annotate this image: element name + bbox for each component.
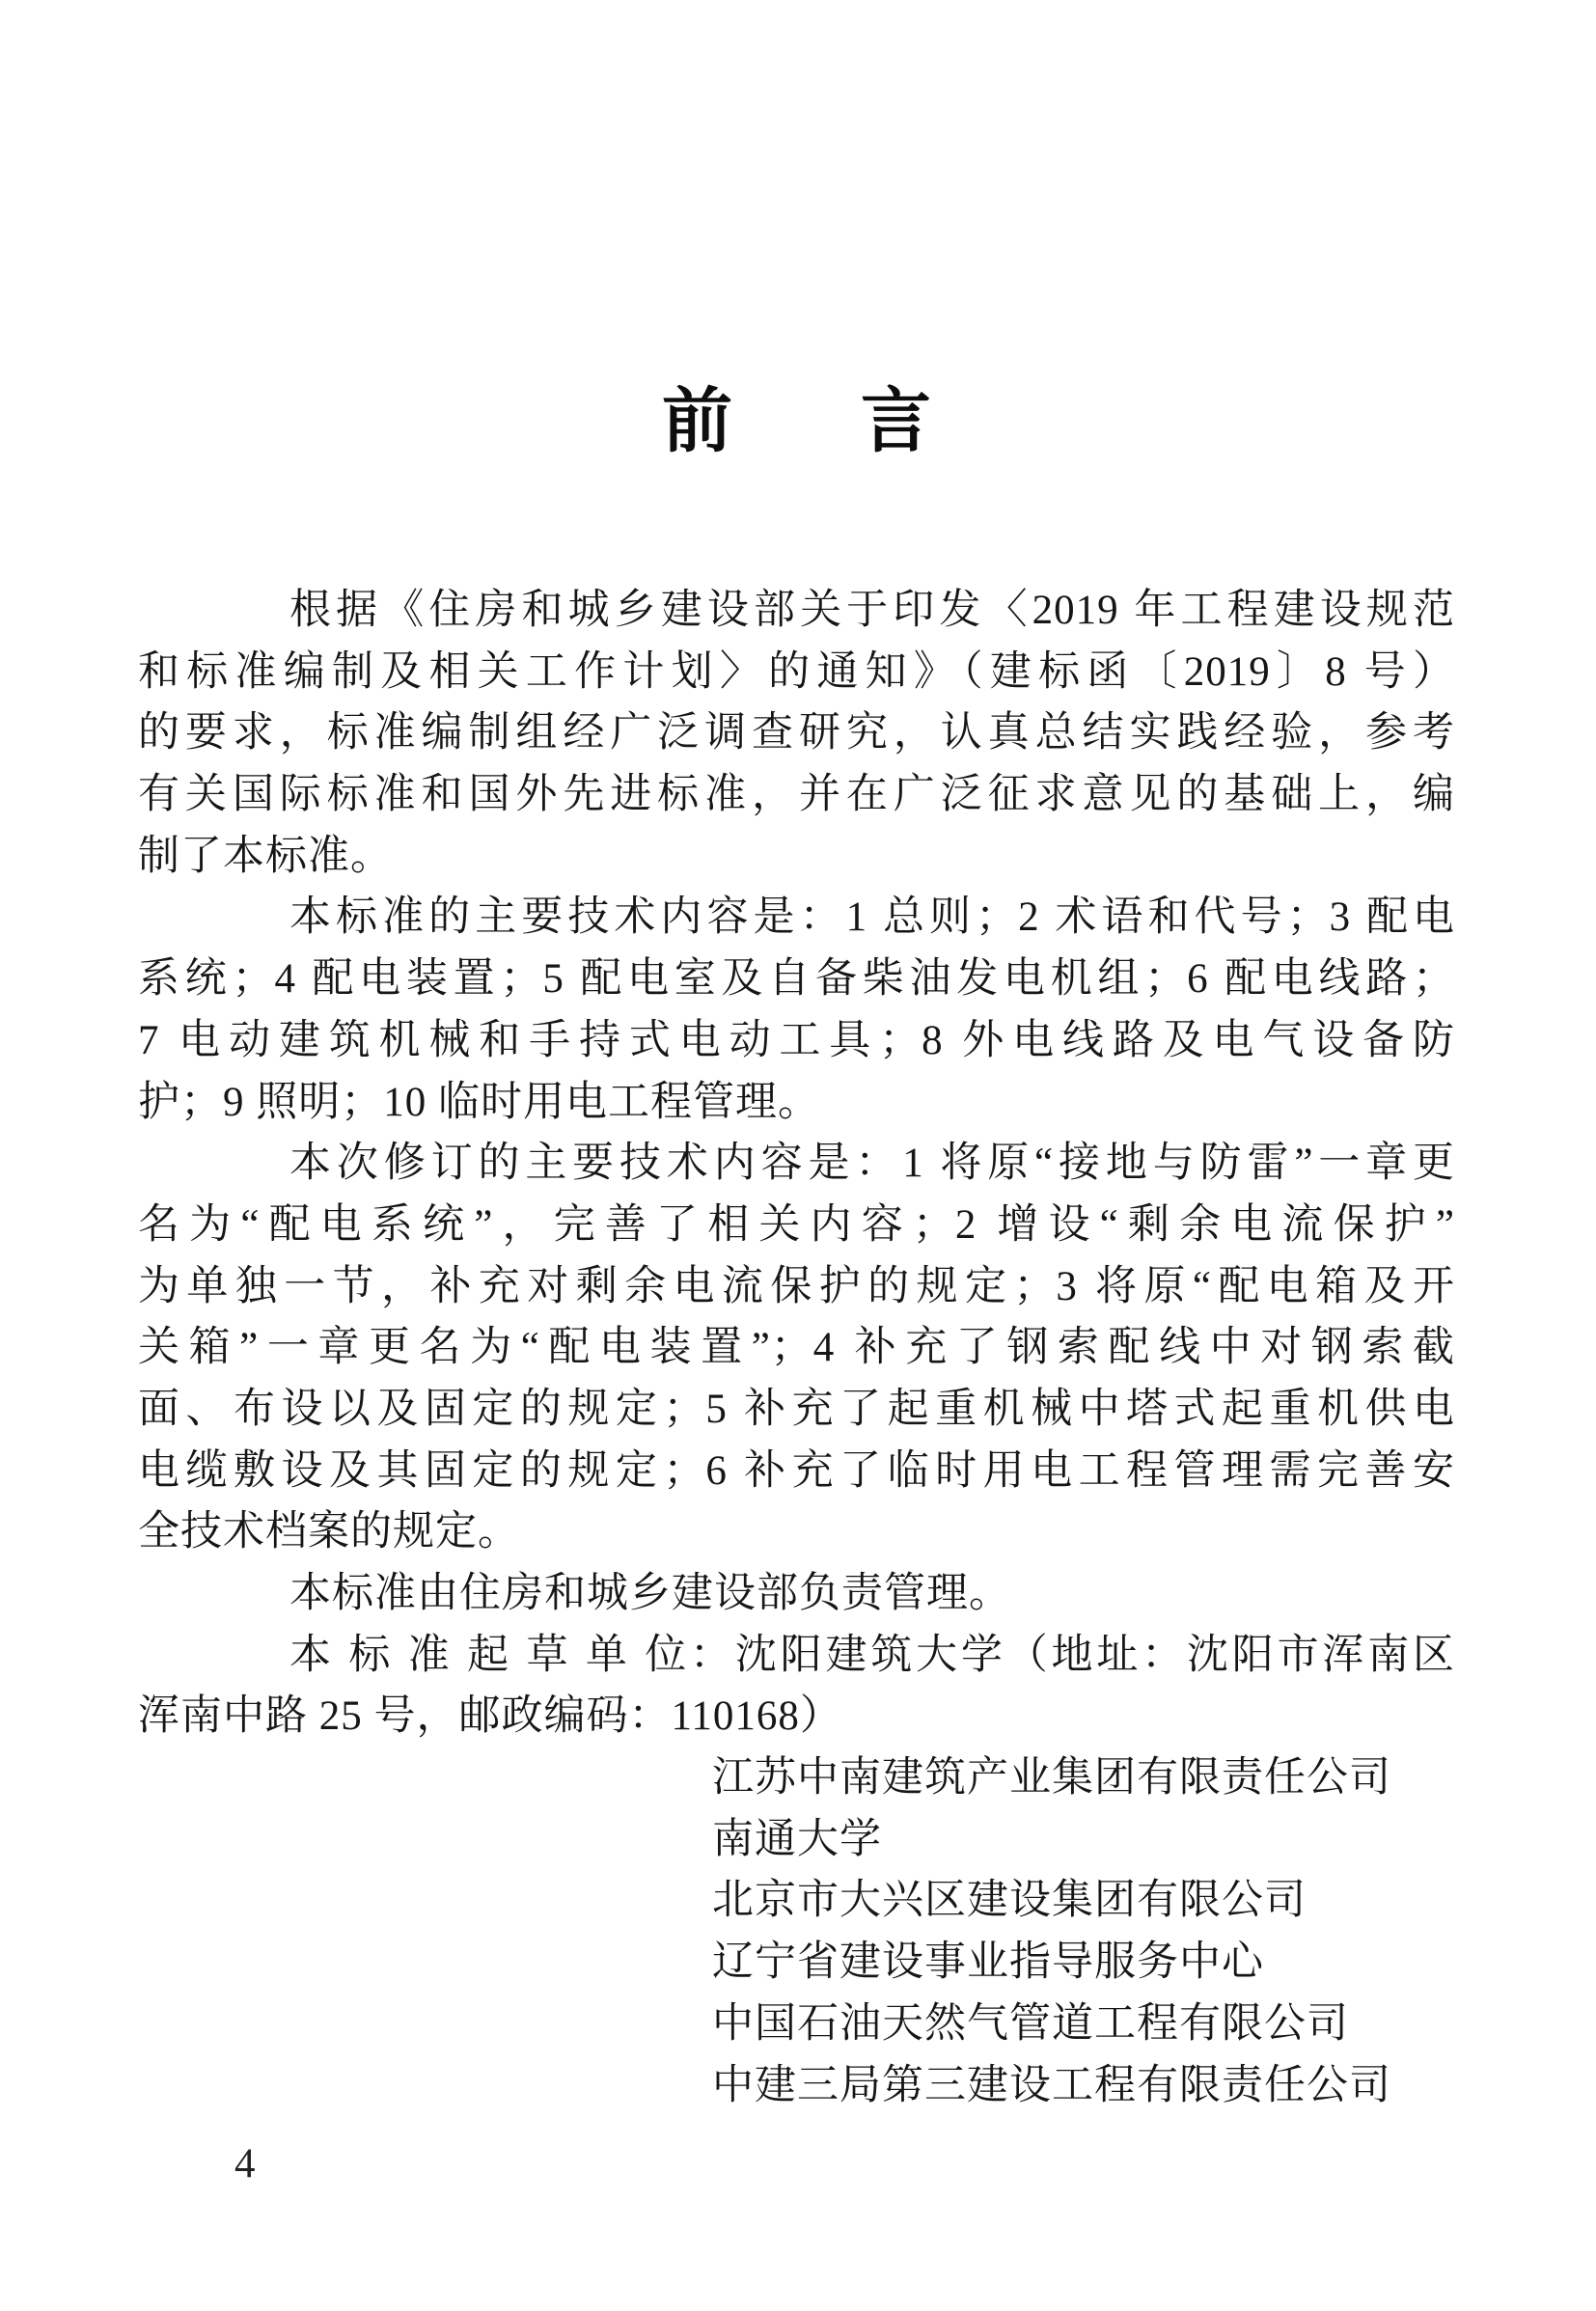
text-line: 北京市大兴区建设集团有限公司: [712, 1878, 1307, 1924]
text-line: 的要求，标准编制组经广泛调查研究，认真总结实践经验，参考: [138, 710, 1455, 757]
text-line: 电缆敷设及其固定的规定；6 补充了临时用电工程管理需完善安: [138, 1447, 1455, 1494]
text-line: 系统；4 配电装置；5 配电室及自备柴油发电机组；6 配电线路；: [138, 956, 1455, 1003]
text-line: 南通大学: [712, 1816, 882, 1862]
title-char-2: 言: [861, 381, 931, 460]
text-line: 中建三局第三建设工程有限责任公司: [712, 2062, 1391, 2108]
text-line: 本次修订的主要技术内容是：1 将原“接地与防雷”一章更: [289, 1141, 1455, 1187]
text-line: 为单独一节，补充对剩余电流保护的规定；3 将原“配电箱及开: [138, 1263, 1455, 1309]
text-line: 关箱”一章更名为“配电装置”；4 补充了钢索配线中对钢索截: [138, 1325, 1455, 1371]
text-line: 江苏中南建筑产业集团有限责任公司: [712, 1755, 1391, 1802]
text-line: 7 电动建筑机械和手持式电动工具；8 外电线路及电气设备防: [138, 1017, 1455, 1063]
page-title: [138, 372, 1455, 460]
text-line: 根据《住房和城乡建设部关于印发〈2019 年工程建设规范: [289, 588, 1455, 633]
page-number: 4: [234, 2141, 256, 2187]
text-line: 本标准的主要技术内容是：1 总则；2 术语和代号；3 配电: [289, 894, 1455, 941]
text-line: 面、布设以及固定的规定；5 补充了起重机械中塔式起重机供电: [138, 1386, 1455, 1432]
body-text: [138, 580, 1455, 2116]
text-line: 和标准编制及相关工作计划〉的通知》（建标函〔2019〕8 号）: [138, 648, 1455, 695]
text-line: 制了本标准。: [138, 833, 393, 879]
text-line: 辽宁省建设事业指导服务中心: [712, 1940, 1264, 1986]
text-line: 全技术档案的规定。: [138, 1509, 520, 1555]
text-line: 有关国际标准和国外先进标准，并在广泛征求意见的基础上，编: [138, 772, 1455, 818]
text-line: 浑南中路 25 号，邮政编码：110168）: [138, 1693, 842, 1740]
text-line: 本标准由住房和城乡建设部负责管理。: [289, 1571, 1011, 1616]
text-line: 名为“配电系统”，完善了相关内容；2 增设“剩余电流保护”: [138, 1201, 1455, 1248]
text-line: 中国石油天然气管道工程有限公司: [712, 2000, 1349, 2047]
text-line: 本 标 准 起 草 单 位：沈阳建筑大学（地址：沈阳市浑南区: [289, 1632, 1455, 1678]
text-line: 护；9 照明；10 临时用电工程管理。: [138, 1079, 820, 1125]
title-char-1: 前: [662, 381, 732, 460]
